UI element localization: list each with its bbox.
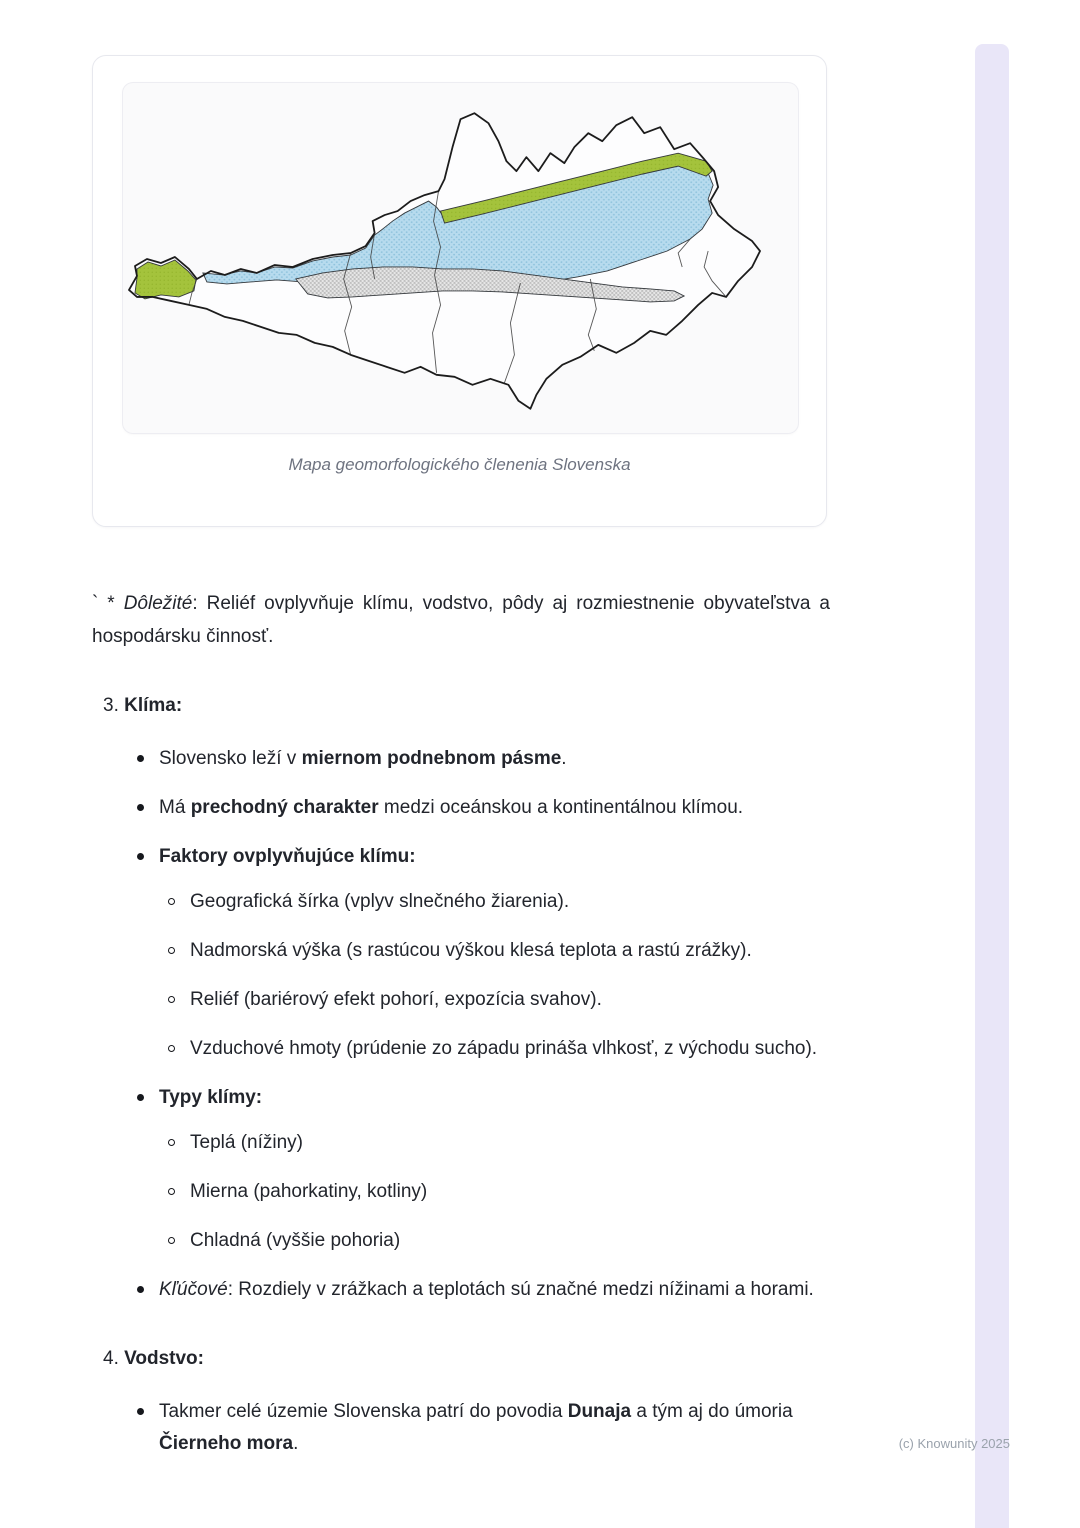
bullet-icon [137, 853, 144, 860]
list-item: Typy klímy: [137, 1082, 830, 1114]
bullet-icon [137, 804, 144, 811]
section-heading-vodstvo [92, 1344, 830, 1374]
list-subitem: Reliéf (bariérový efekt pohorí, expozícia svahov). [168, 984, 830, 1016]
list-item: Faktory ovplyvňujúce klímu: [137, 841, 830, 873]
circle-bullet-icon [168, 1139, 175, 1146]
geomorphology-map [123, 83, 798, 433]
circle-bullet-icon [168, 1045, 175, 1052]
watermark: (c) Knowunity 2025 [898, 1436, 1010, 1451]
circle-bullet-icon [168, 947, 175, 954]
map-region-green-west [135, 260, 196, 299]
section-title: Vodstvo: [124, 1348, 204, 1369]
list-item: Kľúčové: Rozdiely v zrážkach a teplotách sú značné medzi nížinami a horami. [137, 1274, 830, 1306]
section-number: 3. [103, 695, 125, 716]
circle-bullet-icon [168, 996, 175, 1003]
document-body [92, 55, 830, 1477]
circle-bullet-icon [168, 1237, 175, 1244]
list-subitem: Nadmorská výška (s rastúcou výškou klesá teplota a rastú zrážky). [168, 935, 830, 967]
list-subitem: Geografická šírka (vplyv slnečného žiarenia). [168, 886, 830, 918]
bullet-icon [137, 755, 144, 762]
bullet-icon [137, 1408, 144, 1415]
bullet-icon [137, 1094, 144, 1101]
list-item: Slovensko leží v miernom podnebnom pásme. [137, 743, 830, 775]
list-subitem: Chladná (vyššie pohoria) [168, 1225, 830, 1257]
note-term: Dôležité [123, 593, 193, 614]
list-subitem: Teplá (nížiny) [168, 1127, 830, 1159]
circle-bullet-icon [168, 898, 175, 905]
section-title: Klíma: [124, 695, 183, 716]
figure-caption: Mapa geomorfologického členenia Slovenska [288, 455, 631, 474]
list-subitem: Mierna (pahorkatiny, kotliny) [168, 1176, 830, 1208]
list-item: Takmer celé územie Slovenska patrí do povodia Dunaja a tým aj do úmoria Čierneho mora. [137, 1396, 830, 1460]
note-body: : Reliéf ovplyvňuje klímu, vodstvo, pôdy aj rozmiestnenie obyvateľstva a hospodársku činnosť. [92, 593, 830, 647]
list-subitem: Vzduchové hmoty (prúdenie zo západu prináša vlhkosť, z východu sucho). [168, 1033, 830, 1065]
list-item: Má prechodný charakter medzi oceánskou a kontinentálnou klímou. [137, 792, 830, 824]
circle-bullet-icon [168, 1188, 175, 1195]
section-heading-klima [92, 691, 830, 721]
note-prefix: ` * [92, 593, 124, 614]
figure-card [92, 55, 827, 527]
section-number: 4. [103, 1348, 125, 1369]
scrollbar-track[interactable] [975, 44, 1009, 1528]
bullet-icon [137, 1286, 144, 1293]
note-paragraph [92, 587, 830, 653]
map-image [123, 83, 798, 433]
